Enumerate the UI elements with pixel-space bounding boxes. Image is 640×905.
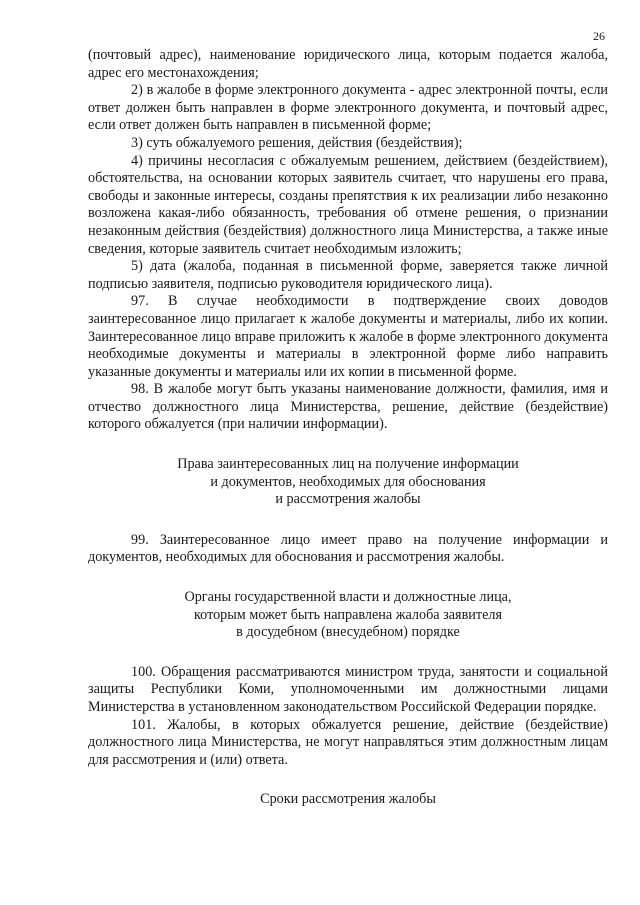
section-heading-rights xyxy=(88,456,608,509)
paragraph-item-5: 5) дата (жалоба, поданная в письменной форме, заверяется также личной подписью заявителя, подписью руководителя юридического лица). xyxy=(88,258,608,292)
heading-line: Права заинтересованных лиц на получение информации xyxy=(177,456,519,473)
paragraph-101: 101. Жалобы, в которых обжалуется решение, действие (бездействие) должностного лица Министерства, не могут направляться этим должностным лицам для рассмотрения и (или) ответа. xyxy=(88,716,608,768)
heading-line: Сроки рассмотрения жалобы xyxy=(260,791,436,808)
page-number: 26 xyxy=(593,29,605,43)
paragraph-97: 97. В случае необходимости в подтверждение своих доводов заинтересованное лицо прилагает к жалобе документы и материалы, либо их копии. Заинтересованное лицо вправе приложить к жалобе в форме электронного документа необходимые документы и материалы в электронной форме либо направить указанные документы и материалы или их копии в письменной форме. xyxy=(88,293,608,380)
paragraph-item-4: 4) причины несогласия с обжалуемым решением, действием (бездействием), обстоятельства, на основании которых заявитель считает, что нарушены его права, свободы и законные интересы, созданы препятствия к их реализации либо незаконно возложена какая-либо обязанность, требования об отмене решения, о признании незаконным действия (бездействия) должностного лица Министерства, а также иные сведения, которые заявитель считает необходимым изложить; xyxy=(88,152,608,257)
paragraph-100: 100. Обращения рассматриваются министром труда, занятости и социальной защиты Республики Коми, уполномоченными им должностными лицами Министерства в установленном законодательством Российской Федерации порядке. xyxy=(88,663,608,715)
section-heading-authorities xyxy=(88,589,608,642)
document-body xyxy=(88,47,608,809)
section-heading-deadlines xyxy=(88,791,608,809)
heading-line: и рассмотрения жалобы xyxy=(275,491,421,508)
paragraph-99: 99. Заинтересованное лицо имеет право на получение информации и документов, необходимых для обоснования и рассмотрения жалобы. xyxy=(88,531,608,566)
heading-line: и документов, необходимых для обоснования xyxy=(210,473,486,490)
heading-line: в досудебном (внесудебном) порядке xyxy=(236,624,460,641)
paragraph-continuation: (почтовый адрес), наименование юридического лица, которым подается жалоба, адрес его местонахождения; xyxy=(88,47,608,81)
paragraph-item-2: 2) в жалобе в форме электронного документа - адрес электронной почты, если ответ должен быть направлен в форме электронного документа, и почтовый адрес, если ответ должен быть направлен в письменной форме; xyxy=(88,82,608,134)
heading-line: Органы государственной власти и должностные лица, xyxy=(184,589,512,606)
heading-line: которым может быть направлена жалоба заявителя xyxy=(194,606,502,623)
paragraph-item-3: 3) суть обжалуемого решения, действия (бездействия); xyxy=(131,134,463,151)
paragraph-98: 98. В жалобе могут быть указаны наименование должности, фамилия, имя и отчество должностного лица Министерства, решение, действие (бездействие) которого обжалуется (при наличии информации). xyxy=(88,381,608,433)
